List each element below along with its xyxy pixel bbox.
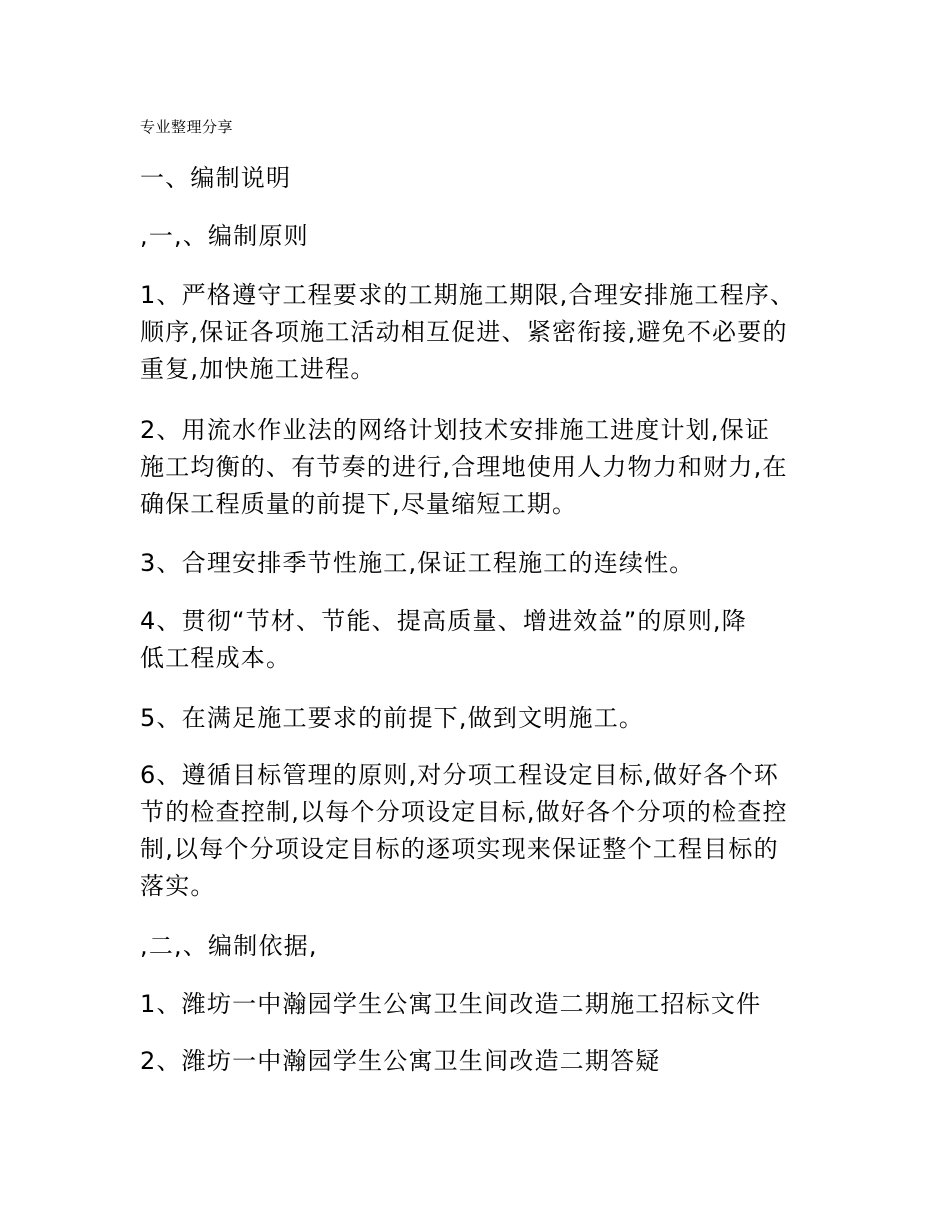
text-line: 顺序,保证各项施工活动相互促进、紧密衔接,避免不必要的: [140, 318, 788, 346]
text-line: 落实。: [140, 872, 216, 900]
header-note: 专业整理分享: [140, 118, 234, 136]
principle-item-5: [140, 700, 820, 737]
basis-item-1: [140, 986, 820, 1023]
text-line: 制,以每个分项设定目标的逐项实现来保证整个工程目标的: [140, 835, 779, 863]
basis-item-2: [140, 1043, 820, 1080]
subsection-title-basis: ,二,、编制依据,: [140, 932, 318, 960]
subsection-title-principles: ,一,、编制原则: [140, 222, 309, 250]
section-title: 一、编制说明: [140, 164, 292, 192]
text-line: 节的检查控制,以每个分项设定目标,做好各个分项的检查控: [140, 798, 788, 826]
text-line: 施工均衡的、有节奏的进行,合理地使用人力物力和财力,在: [140, 453, 788, 481]
text-line: 1、严格遵守工程要求的工期施工期限,合理安排施工程序、: [140, 281, 796, 309]
text-line: 2、用流水作业法的网络计划技术安排施工进度计划,保证: [140, 416, 771, 444]
principle-item-4: [140, 603, 820, 677]
principle-item-3: [140, 545, 820, 582]
principle-item-1: [140, 277, 820, 388]
text-line: 2、潍坊一中瀚园学生公寓卫生间改造二期答疑: [140, 1047, 661, 1075]
text-line: 低工程成本。: [140, 644, 292, 672]
text-line: 确保工程质量的前提下,尽量缩短工期。: [140, 490, 578, 518]
principle-item-6: [140, 757, 820, 905]
text-line: 4、贯彻“节材、节能、提高质量、增进效益”的原则,降: [140, 607, 747, 635]
text-line: 6、遵循目标管理的原则,对分项工程设定目标,做好各个环: [140, 761, 779, 789]
text-line: 1、潍坊一中瀚园学生公寓卫生间改造二期施工招标文件: [140, 990, 762, 1018]
text-line: 3、合理安排季节性施工,保证工程施工的连续性。: [140, 549, 695, 577]
principle-item-2: [140, 412, 820, 523]
text-line: 5、在满足施工要求的前提下,做到文明施工。: [140, 704, 645, 732]
text-line: 重复,加快施工进程。: [140, 355, 376, 383]
